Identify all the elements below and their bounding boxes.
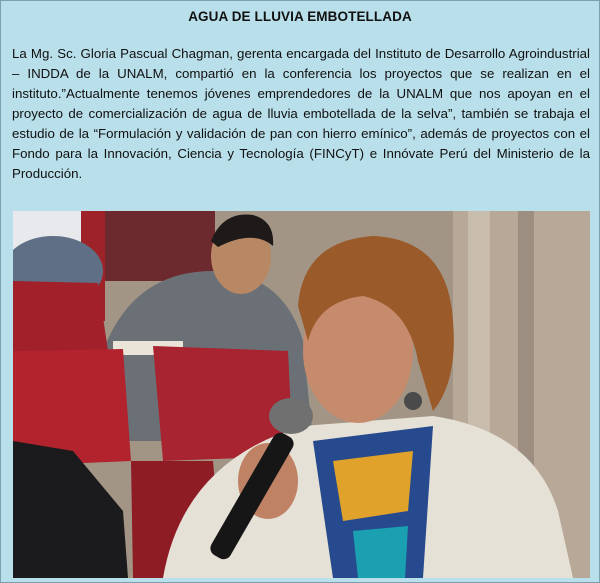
photo-curtain [105, 211, 215, 281]
photo-woman-earring [404, 392, 422, 410]
photo-woman-scarf-pattern [333, 451, 413, 521]
photo-woman-scarf-pattern [353, 526, 408, 578]
article-title: AGUA DE LLUVIA EMBOTELLADA [188, 9, 412, 24]
photo-chair [13, 281, 108, 351]
article-paragraph: La Mg. Sc. Gloria Pascual Chagman, gerenta encargada del Instituto de Desarrollo Agroindustrial – INDDA de la UNALM, compartió en la conferencia los proyectos que se realizan en el instituto.”Actualmente tenemos jóvenes emprendedores de la UNALM que nos apoyan en el proyecto de comercialización de agua de lluvia embotellada de la selva”, también se trabaja el estudio de la “Formulación y validación de pan con hierro emínico”, además de proyectos con el Fondo para la Innovación, Ciencia y Tecnología (FINCyT) e Innóvate Perú del Ministerio de la Producción. [12, 46, 590, 181]
conference-photo [13, 211, 590, 578]
photo-microphone-head [269, 398, 313, 434]
